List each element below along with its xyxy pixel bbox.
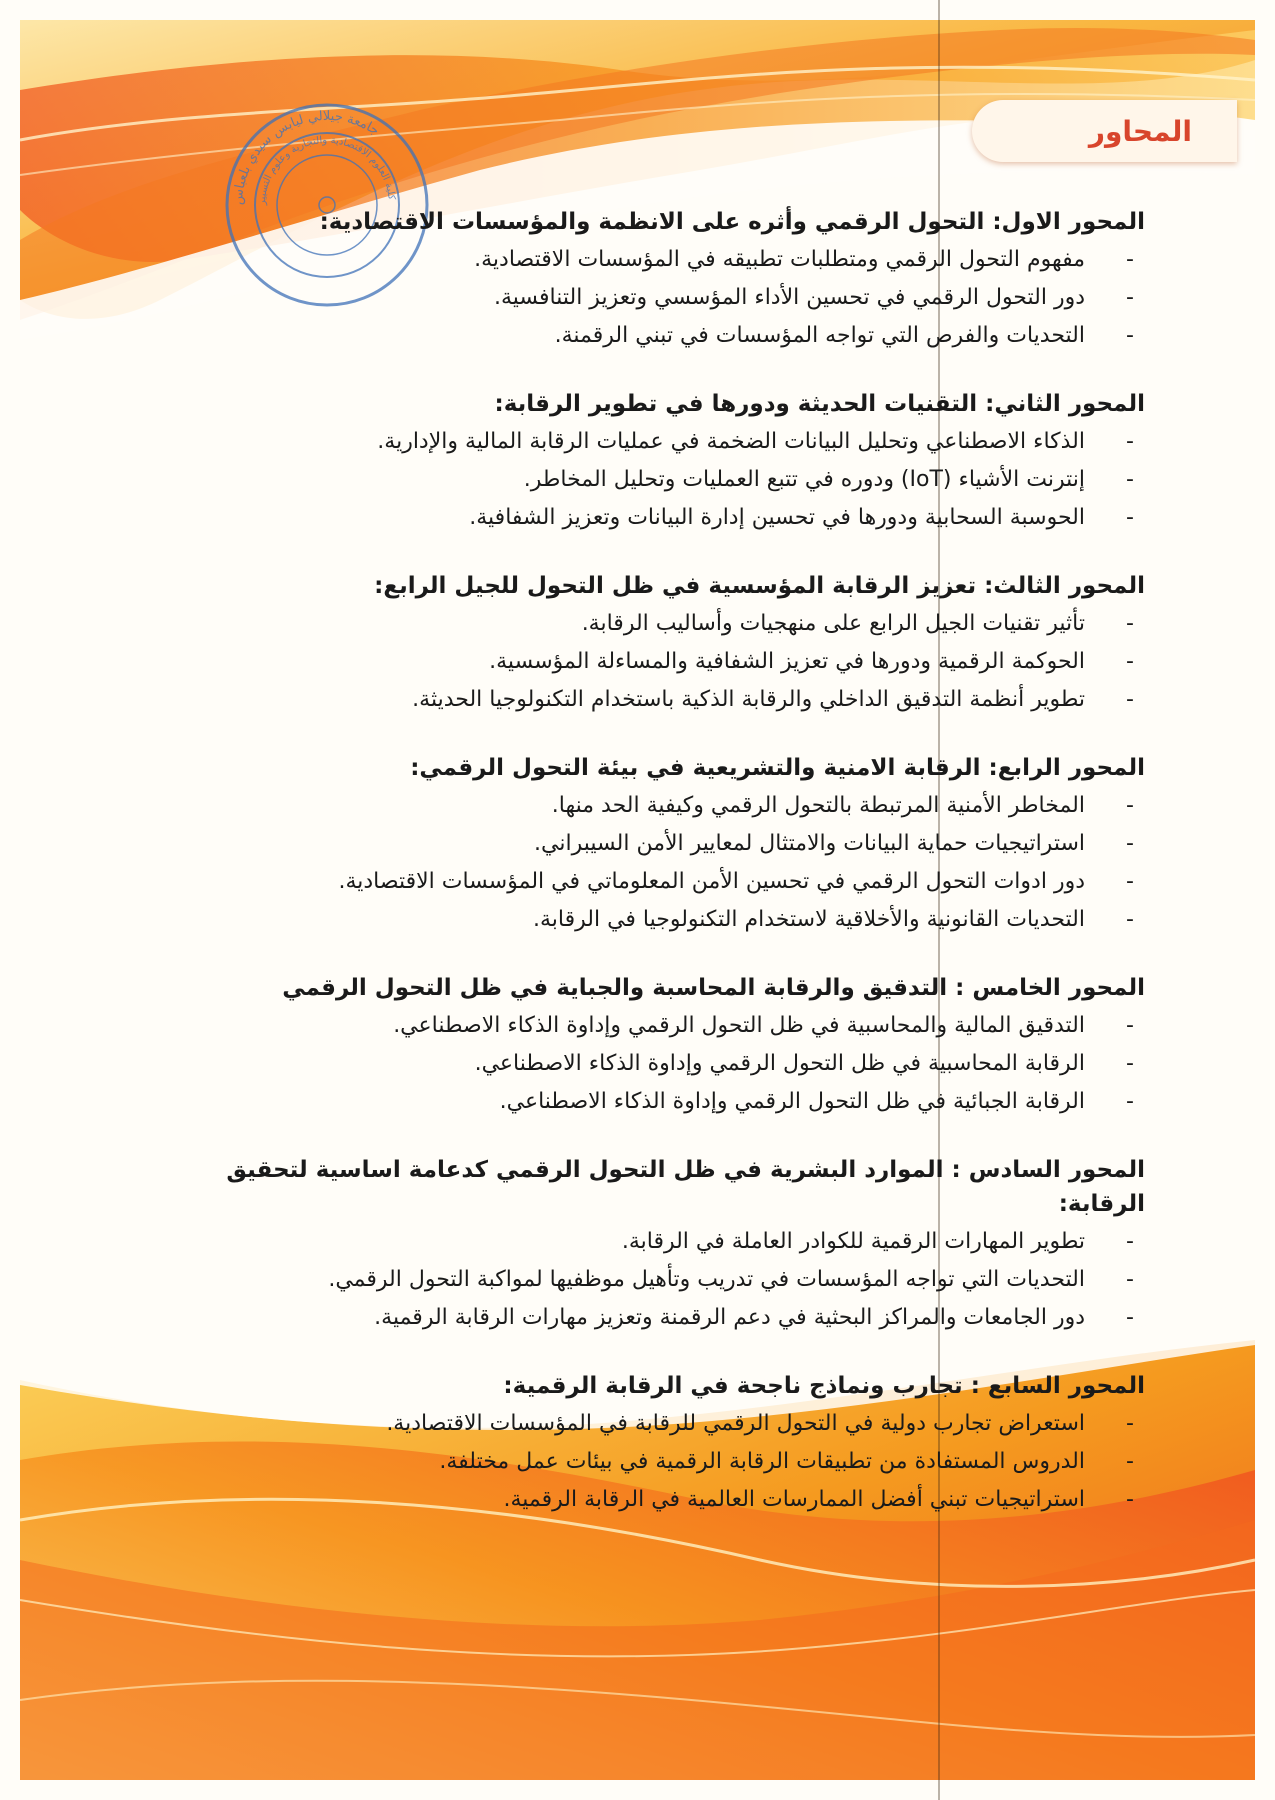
list-item-text: تطوير المهارات الرقمية للكوادر العاملة في الرقابة. — [621, 1229, 1085, 1254]
axis-item-list — [135, 1007, 1145, 1121]
list-item — [135, 787, 1145, 825]
list-item-text: دور ادوات التحول الرقمي في تحسين الأمن المعلوماتي في المؤسسات الاقتصادية. — [338, 869, 1085, 894]
dash-bullet-icon: - — [1126, 247, 1134, 272]
list-item — [135, 1045, 1145, 1083]
list-item — [135, 499, 1145, 537]
dash-bullet-icon: - — [1126, 429, 1134, 454]
dash-bullet-icon: - — [1126, 505, 1134, 530]
axis-section — [135, 751, 1145, 939]
list-item-text: تطوير أنظمة التدقيق الداخلي والرقابة الذكية باستخدام التكنولوجيا الحديثة. — [412, 687, 1085, 712]
axis-item-list — [135, 423, 1145, 537]
list-item-text: المخاطر الأمنية المرتبطة بالتحول الرقمي وكيفية الحد منها. — [551, 793, 1085, 818]
axes-list — [135, 205, 1145, 1551]
list-item — [135, 605, 1145, 643]
dash-bullet-icon: - — [1126, 467, 1134, 492]
axis-section — [135, 205, 1145, 355]
axis-section — [135, 1369, 1145, 1519]
dash-bullet-icon: - — [1126, 831, 1134, 856]
list-item — [135, 1443, 1145, 1481]
list-item-text: الدروس المستفادة من تطبيقات الرقابة الرقمية في بيئات عمل مختلفة. — [439, 1449, 1085, 1474]
list-item-text: مفهوم التحول الرقمي ومتطلبات تطبيقه في المؤسسات الاقتصادية. — [474, 247, 1085, 272]
axis-title: المحور الرابع: الرقابة الامنية والتشريعية في بيئة التحول الرقمي: — [410, 755, 1145, 781]
axis-title: المحور الاول: التحول الرقمي وأثره على الانظمة والمؤسسات الاقتصادية: — [319, 209, 1145, 235]
dash-bullet-icon: - — [1126, 907, 1134, 932]
list-item — [135, 1261, 1145, 1299]
list-item — [135, 423, 1145, 461]
dash-bullet-icon: - — [1126, 687, 1134, 712]
axis-section — [135, 569, 1145, 719]
axis-title: المحور السادس : الموارد البشرية في ظل التحول الرقمي كدعامة اساسية لتحقيق الرقابة: — [226, 1157, 1145, 1217]
dash-bullet-icon: - — [1126, 285, 1134, 310]
axis-title: المحور الثاني: التقنيات الحديثة ودورها في تطوير الرقابة: — [494, 391, 1145, 417]
list-item — [135, 1299, 1145, 1337]
list-item — [135, 1481, 1145, 1519]
list-item — [135, 825, 1145, 863]
dash-bullet-icon: - — [1126, 1089, 1134, 1114]
header-tab — [972, 100, 1237, 162]
list-item — [135, 681, 1145, 719]
list-item — [135, 643, 1145, 681]
list-item — [135, 1223, 1145, 1261]
list-item-text: دور التحول الرقمي في تحسين الأداء المؤسسي وتعزيز التنافسية. — [493, 285, 1085, 310]
axis-title: المحور الخامس : التدقيق والرقابة المحاسبة والجباية في ظل التحول الرقمي — [282, 975, 1145, 1001]
dash-bullet-icon: - — [1126, 869, 1134, 894]
list-item-text: التحديات التي تواجه المؤسسات في تدريب وتأهيل موظفيها لمواكبة التحول الرقمي. — [328, 1267, 1085, 1292]
dash-bullet-icon: - — [1126, 1487, 1134, 1512]
list-item — [135, 461, 1145, 499]
dash-bullet-icon: - — [1126, 1305, 1134, 1330]
dash-bullet-icon: - — [1126, 1411, 1134, 1436]
list-item-text: استراتيجيات حماية البيانات والامتثال لمعايير الأمن السيبراني. — [534, 831, 1085, 856]
stamp-inner-text: كلية العلوم الاقتصادية والتجارية وعلوم التسيير — [256, 134, 397, 206]
stamp-outer-text: جامعة جيلالي ليابس سيدي بلعباس — [230, 108, 382, 206]
axis-title: المحور الثالث: تعزيز الرقابة المؤسسية في ظل التحول للجيل الرابع: — [374, 573, 1145, 599]
page-title: المحاور — [1088, 114, 1192, 148]
axis-section — [135, 387, 1145, 537]
dash-bullet-icon: - — [1126, 793, 1134, 818]
list-item-text: التحديات القانونية والأخلاقية لاستخدام التكنولوجيا في الرقابة. — [532, 907, 1085, 932]
list-item-text: الرقابة الجبائية في ظل التحول الرقمي وإداوة الذكاء الاصطناعي. — [499, 1089, 1085, 1114]
list-item-text: الرقابة المحاسبية في ظل التحول الرقمي وإداوة الذكاء الاصطناعي. — [474, 1051, 1085, 1076]
list-item — [135, 317, 1145, 355]
list-item-text: استعراض تجارب دولية في التحول الرقمي للرقابة في المؤسسات الاقتصادية. — [386, 1411, 1085, 1436]
axis-item-list — [135, 1223, 1145, 1337]
dash-bullet-icon: - — [1126, 323, 1134, 348]
axis-section — [135, 971, 1145, 1121]
list-item — [135, 1405, 1145, 1443]
list-item-text: التدقيق المالية والمحاسبية في ظل التحول الرقمي وإداوة الذكاء الاصطناعي. — [393, 1013, 1085, 1038]
dash-bullet-icon: - — [1126, 1013, 1134, 1038]
list-item — [135, 1083, 1145, 1121]
list-item-text: الحوكمة الرقمية ودورها في تعزيز الشفافية والمساءلة المؤسسية. — [489, 649, 1085, 674]
list-item-text: استراتيجيات تبني أفضل الممارسات العالمية في الرقابة الرقمية. — [503, 1487, 1085, 1512]
list-item — [135, 863, 1145, 901]
dash-bullet-icon: - — [1126, 611, 1134, 636]
list-item — [135, 1007, 1145, 1045]
dash-bullet-icon: - — [1126, 1267, 1134, 1292]
axis-title: المحور السابع : تجارب ونماذج ناجحة في الرقابة الرقمية: — [503, 1373, 1145, 1399]
dash-bullet-icon: - — [1126, 1229, 1134, 1254]
list-item-text: التحديات والفرص التي تواجه المؤسسات في تبني الرقمنة. — [554, 323, 1085, 348]
list-item-text: الحوسبة السحابية ودورها في تحسين إدارة البيانات وتعزيز الشفافية. — [469, 505, 1085, 530]
axis-item-list — [135, 605, 1145, 719]
list-item-text: دور الجامعات والمراكز البحثية في دعم الرقمنة وتعزيز مهارات الرقابة الرقمية. — [374, 1305, 1085, 1330]
list-item-text: الذكاء الاصطناعي وتحليل البيانات الضخمة في عمليات الرقابة المالية والإدارية. — [377, 429, 1085, 454]
dash-bullet-icon: - — [1126, 1051, 1134, 1076]
list-item — [135, 901, 1145, 939]
dash-bullet-icon: - — [1126, 1449, 1134, 1474]
axis-item-list — [135, 241, 1145, 355]
axis-section — [135, 1153, 1145, 1337]
list-item — [135, 241, 1145, 279]
dash-bullet-icon: - — [1126, 649, 1134, 674]
list-item — [135, 279, 1145, 317]
axis-item-list — [135, 787, 1145, 939]
axis-item-list — [135, 1405, 1145, 1519]
list-item-text: إنترنت الأشياء (IoT) ودوره في تتبع العمليات وتحليل المخاطر. — [523, 467, 1085, 492]
list-item-text: تأثير تقنيات الجيل الرابع على منهجيات وأساليب الرقابة. — [581, 611, 1085, 636]
